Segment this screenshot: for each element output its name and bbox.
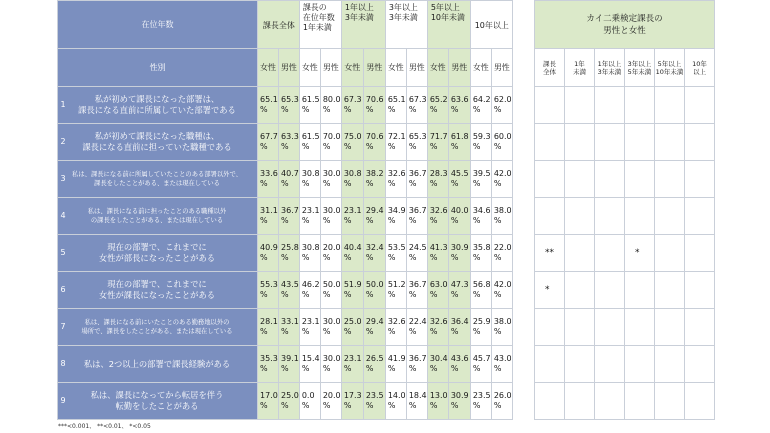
value-cell: 64.2 % xyxy=(470,87,491,124)
value-cell: 30.0 % xyxy=(320,161,341,198)
row-number: 4 xyxy=(60,211,66,220)
value-cell: 59.3 % xyxy=(470,124,491,161)
significance-mark xyxy=(655,87,685,124)
value-cell: 67.3 % xyxy=(406,87,427,124)
value-cell: 23.1 % xyxy=(341,198,363,235)
table-row xyxy=(58,198,513,235)
row-number: 7 xyxy=(60,322,66,331)
value-cell: 23.1 % xyxy=(341,346,363,383)
significance-mark xyxy=(655,309,685,346)
value-cell: 33.1 % xyxy=(279,309,300,346)
significance-mark xyxy=(595,235,625,272)
column-header: 1年以上 3年未満 xyxy=(341,1,385,49)
value-cell: 61.5 % xyxy=(299,124,320,161)
value-cell: 36.7 % xyxy=(279,198,300,235)
row-number: 2 xyxy=(60,137,66,146)
value-cell: 39.5 % xyxy=(470,161,491,198)
significance-mark xyxy=(685,87,715,124)
table-row xyxy=(58,124,513,161)
value-cell: 45.5 % xyxy=(448,161,470,198)
chi-row xyxy=(535,161,715,198)
table-row xyxy=(58,161,513,198)
female-header: 女性 xyxy=(341,49,363,87)
significance-mark xyxy=(535,87,565,124)
significance-mark xyxy=(625,272,655,309)
chi-row xyxy=(535,309,715,346)
female-header: 女性 xyxy=(470,49,491,87)
significance-mark xyxy=(625,383,655,420)
value-cell: 60.0 % xyxy=(491,124,512,161)
tenure-header: 在位年数 xyxy=(58,1,258,49)
value-cell: 14.0 % xyxy=(385,383,406,420)
significance-mark xyxy=(655,198,685,235)
significance-mark xyxy=(685,161,715,198)
significance-mark xyxy=(625,87,655,124)
significance-mark xyxy=(625,198,655,235)
significance-mark: * xyxy=(535,272,565,309)
row-text: 私は、課長になる前に所属していたことのある部署以外で、 課長をしたことがある、または現在している xyxy=(72,171,242,187)
value-cell: 63.6 % xyxy=(448,87,470,124)
value-cell: 47.3 % xyxy=(448,272,470,309)
chi-row xyxy=(535,124,715,161)
value-cell: 63.3 % xyxy=(279,124,300,161)
value-cell: 15.4 % xyxy=(299,346,320,383)
value-cell: 29.4 % xyxy=(363,198,385,235)
significance-mark xyxy=(625,309,655,346)
value-cell: 31.1 % xyxy=(258,198,279,235)
male-header: 男性 xyxy=(363,49,385,87)
significance-mark xyxy=(685,235,715,272)
column-header: 3年以上 3年未満 xyxy=(385,1,427,49)
male-header: 男性 xyxy=(279,49,300,87)
row-label xyxy=(58,87,258,124)
significance-mark xyxy=(565,383,595,420)
row-number: 3 xyxy=(60,174,66,183)
chi-subcolumn-header: 課長 全体 xyxy=(535,49,565,87)
significance-mark xyxy=(655,346,685,383)
value-cell: 61.5 % xyxy=(299,87,320,124)
significance-mark xyxy=(535,198,565,235)
significance-mark xyxy=(565,124,595,161)
value-cell: 40.7 % xyxy=(279,161,300,198)
row-text: 現在の部署で、これまでに 女性が課長になったことがある xyxy=(98,279,216,300)
value-cell: 38.0 % xyxy=(491,198,512,235)
row-number: 1 xyxy=(60,100,66,109)
value-cell: 40.9 % xyxy=(258,235,279,272)
value-cell: 41.9 % xyxy=(385,346,406,383)
row-text: 私は、課長になる前に担ったことのある職種以外 の課長をしたことがある、または現在している xyxy=(87,208,227,224)
significance-mark xyxy=(685,272,715,309)
row-label xyxy=(58,161,258,198)
value-cell: 45.7 % xyxy=(470,346,491,383)
table-row xyxy=(58,383,513,420)
table-row xyxy=(58,309,513,346)
value-cell: 65.2 % xyxy=(427,87,448,124)
row-label xyxy=(58,124,258,161)
chi-subcolumn-header: 10年 以上 xyxy=(685,49,715,87)
value-cell: 32.6 % xyxy=(427,309,448,346)
value-cell: 30.4 % xyxy=(427,346,448,383)
value-cell: 25.0 % xyxy=(341,309,363,346)
value-cell: 36.7 % xyxy=(406,198,427,235)
value-cell: 30.8 % xyxy=(299,161,320,198)
value-cell: 25.9 % xyxy=(470,309,491,346)
chi-subcolumn-header: 1年 未満 xyxy=(565,49,595,87)
value-cell: 25.8 % xyxy=(279,235,300,272)
value-cell: 33.6 % xyxy=(258,161,279,198)
value-cell: 24.5 % xyxy=(406,235,427,272)
row-text: 私は、課長になる前にいたことのある勤務地以外の 場所で、課長をしたことがある、または現在している xyxy=(81,319,233,335)
value-cell: 28.3 % xyxy=(427,161,448,198)
column-header: 課長の 在位年数 1年未満 xyxy=(299,1,341,49)
female-header: 女性 xyxy=(427,49,448,87)
value-cell: 61.8 % xyxy=(448,124,470,161)
value-cell: 30.9 % xyxy=(448,383,470,420)
significance-mark: ** xyxy=(535,235,565,272)
row-label xyxy=(58,346,258,383)
value-cell: 23.1 % xyxy=(299,309,320,346)
value-cell: 36.7 % xyxy=(406,346,427,383)
significance-mark xyxy=(565,87,595,124)
significance-mark xyxy=(535,161,565,198)
row-text: 私が初めて課長になった職種は、 課長になる直前に担っていた職種である xyxy=(82,131,232,152)
row-number: 9 xyxy=(60,396,66,405)
significance-mark xyxy=(535,383,565,420)
female-header: 女性 xyxy=(385,49,406,87)
value-cell: 0.0 % xyxy=(299,383,320,420)
female-header: 女性 xyxy=(299,49,320,87)
value-cell: 65.1 % xyxy=(385,87,406,124)
row-number: 6 xyxy=(60,285,66,294)
value-cell: 30.8 % xyxy=(299,235,320,272)
value-cell: 63.0 % xyxy=(427,272,448,309)
significance-mark: * xyxy=(625,235,655,272)
value-cell: 42.0 % xyxy=(491,272,512,309)
significance-mark xyxy=(625,346,655,383)
table-row xyxy=(58,235,513,272)
value-cell: 23.5 % xyxy=(470,383,491,420)
female-header: 女性 xyxy=(258,49,279,87)
row-label xyxy=(58,309,258,346)
male-header: 男性 xyxy=(320,49,341,87)
value-cell: 56.8 % xyxy=(470,272,491,309)
row-label xyxy=(58,383,258,420)
chi-subcolumn-header: 3年以上 5年未満 xyxy=(625,49,655,87)
value-cell: 50.0 % xyxy=(320,272,341,309)
significance-mark xyxy=(535,346,565,383)
value-cell: 30.0 % xyxy=(320,309,341,346)
male-header: 男性 xyxy=(491,49,512,87)
table-row xyxy=(58,87,513,124)
value-cell: 75.0 % xyxy=(341,124,363,161)
significance-mark xyxy=(685,124,715,161)
significance-mark xyxy=(595,124,625,161)
value-cell: 23.1 % xyxy=(299,198,320,235)
value-cell: 30.8 % xyxy=(341,161,363,198)
significance-mark xyxy=(685,383,715,420)
significance-mark xyxy=(655,161,685,198)
chi-subcolumn-header: 1年以上 3年未満 xyxy=(595,49,625,87)
value-cell: 32.6 % xyxy=(427,198,448,235)
value-cell: 36.7 % xyxy=(406,161,427,198)
value-cell: 40.0 % xyxy=(448,198,470,235)
significance-mark xyxy=(685,198,715,235)
value-cell: 50.0 % xyxy=(363,272,385,309)
value-cell: 70.0 % xyxy=(320,124,341,161)
value-cell: 26.5 % xyxy=(363,346,385,383)
value-cell: 26.0 % xyxy=(491,383,512,420)
significance-mark xyxy=(655,124,685,161)
value-cell: 67.3 % xyxy=(341,87,363,124)
significance-note: ***<0.001、 **<0.01、 *<0.05 xyxy=(58,423,151,430)
table-row xyxy=(58,346,513,383)
significance-mark xyxy=(565,346,595,383)
row-text: 現在の部署で、これまでに 女性が部長になったことがある xyxy=(98,242,216,263)
value-cell: 43.5 % xyxy=(279,272,300,309)
chi-row xyxy=(535,198,715,235)
row-label xyxy=(58,272,258,309)
value-cell: 17.3 % xyxy=(341,383,363,420)
value-cell: 36.7 % xyxy=(406,272,427,309)
chi-row xyxy=(535,235,715,272)
significance-mark xyxy=(655,235,685,272)
value-cell: 17.0 % xyxy=(258,383,279,420)
value-cell: 65.3 % xyxy=(406,124,427,161)
value-cell: 43.0 % xyxy=(491,346,512,383)
value-cell: 30.0 % xyxy=(320,346,341,383)
value-cell: 30.0 % xyxy=(320,198,341,235)
value-cell: 72.1 % xyxy=(385,124,406,161)
value-cell: 32.4 % xyxy=(363,235,385,272)
significance-mark xyxy=(565,198,595,235)
column-header: 5年以上 10年未満 xyxy=(427,1,470,49)
chi-row xyxy=(535,87,715,124)
value-cell: 70.6 % xyxy=(363,87,385,124)
significance-mark xyxy=(595,272,625,309)
chi-subcolumn-header: 5年以上 10年未満 xyxy=(655,49,685,87)
significance-mark xyxy=(595,161,625,198)
row-text: 私が初めて課長になった部署は、 課長になる直前に所属していた部署である xyxy=(78,94,236,115)
column-header: 10年以上 xyxy=(470,1,512,49)
significance-mark xyxy=(625,161,655,198)
value-cell: 20.0 % xyxy=(320,235,341,272)
results-table xyxy=(57,0,513,420)
significance-mark xyxy=(565,161,595,198)
value-cell: 53.5 % xyxy=(385,235,406,272)
value-cell: 38.2 % xyxy=(363,161,385,198)
value-cell: 46.2 % xyxy=(299,272,320,309)
significance-mark xyxy=(595,198,625,235)
table-row xyxy=(58,272,513,309)
value-cell: 43.6 % xyxy=(448,346,470,383)
value-cell: 38.0 % xyxy=(491,309,512,346)
value-cell: 71.7 % xyxy=(427,124,448,161)
value-cell: 13.0 % xyxy=(427,383,448,420)
value-cell: 34.9 % xyxy=(385,198,406,235)
value-cell: 30.9 % xyxy=(448,235,470,272)
significance-mark xyxy=(595,383,625,420)
value-cell: 23.5 % xyxy=(363,383,385,420)
value-cell: 39.1 % xyxy=(279,346,300,383)
row-number: 8 xyxy=(60,359,66,368)
row-label xyxy=(58,235,258,272)
chi-square-table xyxy=(534,0,715,420)
column-header: 課長全体 xyxy=(258,1,300,49)
value-cell: 32.6 % xyxy=(385,309,406,346)
significance-mark xyxy=(565,272,595,309)
value-cell: 34.6 % xyxy=(470,198,491,235)
value-cell: 29.4 % xyxy=(363,309,385,346)
value-cell: 51.9 % xyxy=(341,272,363,309)
value-cell: 62.0 % xyxy=(491,87,512,124)
value-cell: 65.3 % xyxy=(279,87,300,124)
value-cell: 80.0 % xyxy=(320,87,341,124)
value-cell: 18.4 % xyxy=(406,383,427,420)
value-cell: 55.3 % xyxy=(258,272,279,309)
value-cell: 28.1 % xyxy=(258,309,279,346)
significance-mark xyxy=(565,309,595,346)
value-cell: 22.0 % xyxy=(491,235,512,272)
chi-row xyxy=(535,383,715,420)
row-text: 私は、2つ以上の部署で課長経験がある xyxy=(83,358,231,369)
significance-mark xyxy=(625,124,655,161)
significance-mark xyxy=(685,346,715,383)
value-cell: 70.6 % xyxy=(363,124,385,161)
chi-square-title: カイ二乗検定課長の 男性と女性 xyxy=(535,1,715,49)
row-number: 5 xyxy=(60,248,66,257)
male-header: 男性 xyxy=(406,49,427,87)
value-cell: 22.4 % xyxy=(406,309,427,346)
male-header: 男性 xyxy=(448,49,470,87)
row-text: 私は、課長になってから転居を伴う 転勤をしたことがある xyxy=(90,390,224,411)
value-cell: 51.2 % xyxy=(385,272,406,309)
row-label xyxy=(58,198,258,235)
value-cell: 42.0 % xyxy=(491,161,512,198)
value-cell: 32.6 % xyxy=(385,161,406,198)
significance-mark xyxy=(655,272,685,309)
significance-mark xyxy=(565,235,595,272)
value-cell: 36.4 % xyxy=(448,309,470,346)
significance-mark xyxy=(595,309,625,346)
value-cell: 40.4 % xyxy=(341,235,363,272)
value-cell: 41.3 % xyxy=(427,235,448,272)
significance-mark xyxy=(595,87,625,124)
significance-mark xyxy=(535,124,565,161)
value-cell: 65.1 % xyxy=(258,87,279,124)
significance-mark xyxy=(595,346,625,383)
value-cell: 25.0 % xyxy=(279,383,300,420)
value-cell: 35.8 % xyxy=(470,235,491,272)
chi-row xyxy=(535,272,715,309)
significance-mark xyxy=(655,383,685,420)
value-cell: 20.0 % xyxy=(320,383,341,420)
sex-header: 性別 xyxy=(58,49,258,87)
significance-mark xyxy=(685,309,715,346)
value-cell: 67.7 % xyxy=(258,124,279,161)
chi-row xyxy=(535,346,715,383)
significance-mark xyxy=(535,309,565,346)
value-cell: 35.3 % xyxy=(258,346,279,383)
